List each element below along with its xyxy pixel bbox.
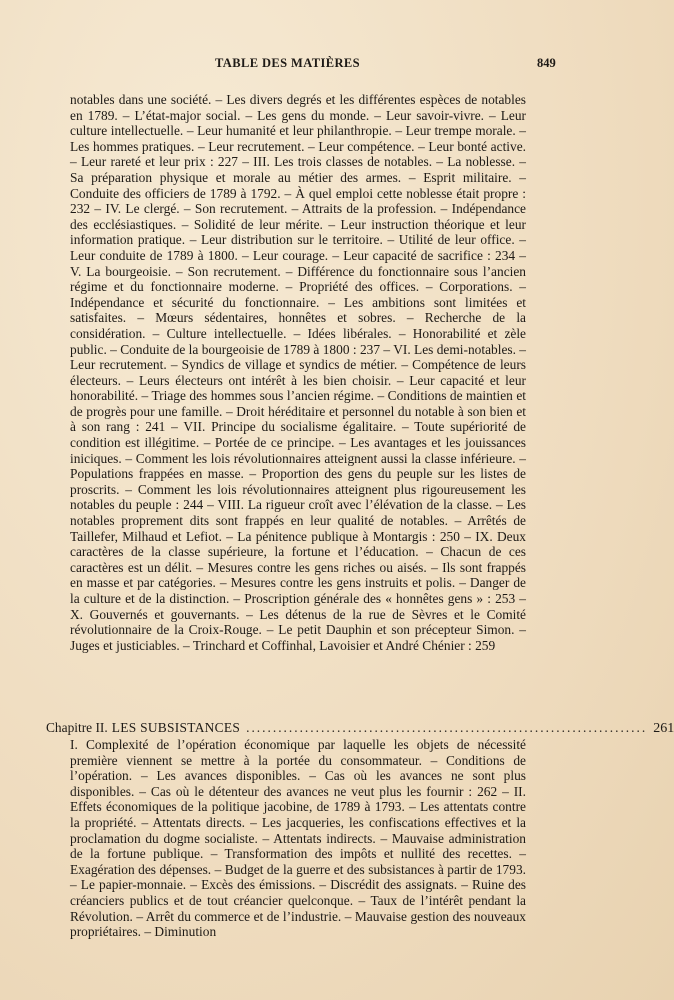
running-head: TABLE DES MATIÈRES bbox=[215, 56, 360, 70]
chapter-label: Chapitre II. bbox=[46, 720, 108, 735]
chapter-heading-line bbox=[46, 720, 674, 737]
chapter-title: LES SUBSISTANCES bbox=[111, 720, 241, 735]
page-number: 849 bbox=[537, 56, 556, 70]
chapter-page-number: 261 bbox=[653, 721, 674, 736]
toc-entry-chapter-ii: I. Complexité de l’opération économique par laquelle les objets de nécessité première viennent se mettre à la portée du consommateur. – Conditions de l’opération. – Les avances disponibles. – Cas où les avances ne sont plus disponibles. – Cas où le détenteur des avances ne veut plus les fournir : 262 – II. Effets économiques de la politique jacobine, de 1789 à 1793. – Les attentats contre la propriété. – Attentats directs. – Les jacqueries, les confiscations effectives et la proclamation du dogme socialiste. – Attentats indirects. – Mauvaise administration de la fortune publique. – Transformation des impôts et nullité des recettes. – Exagération des dépenses. – Budget de la guerre et des subsistances à partir de 1793. – Le papier-monnaie. – Excès des émissions. – Discrédit des assignats. – Ruine des créanciers publics et de tout créancier quelconque. – Taux de l’intérêt pendant la Révolution. – Arrêt du commerce et de l’industrie. – Mauvaise gestion des nouveaux propriétaires. – Diminution bbox=[70, 737, 526, 940]
dot-leader: ........................................................................... bbox=[246, 720, 648, 735]
toc-entry-chapter-i-continued: notables dans une société. – Les divers degrés et les différentes espèces de notables en 1789. – L’état-major social. – Les gens du monde. – Leur savoir-vivre. – Leur culture intellectuelle. – Leur humanité et leur philanthropie. – Leur trempe morale. – Les hommes pratiques. – Leur recrutement. – Leur compétence. – Leur bonté active. – Leur rareté et leur prix : 227 – III. Les trois classes de notables. – La noblesse. – Sa préparation physique et morale au métier des armes. – Esprit militaire. – Conduite des officiers de 1789 à 1792. – À quel emploi cette noblesse était propre : 232 – IV. Le clergé. – Son recrutement. – Attraits de la profession. – Indépendance des ecclésiastiques. – Solidité de leur mérite. – Leur instruction théorique et leur information pratique. – Leur distribution sur le territoire. – Utilité de leur office. – Leur conduite de 1789 à 1800. – Leur courage. – Leur capacité de sacrifice : 234 – V. La bourgeoisie. – Son recrutement. – Différence du fonctionnaire sous l’ancien régime et du fonctionnaire moderne. – Propriété des offices. – Corporations. – Indépendance et sécurité du fonctionnaire. – Les ambitions sont limitées et satisfaites. – Mœurs sédentaires, honnêtes et sobres. – Recherche de la considération. – Culture intellectuelle. – Idées libérales. – Honorabilité et zèle public. – Conduite de la bourgeoisie de 1789 à 1800 : 237 – VI. Les demi-notables. – Leur recrutement. – Syndics de village et syndics de métier. – Compétence de leurs électeurs. – Leurs électeurs ont intérêt à les bien choisir. – Leur capacité et leur honorabilité. – Triage des hommes sous l’ancien régime. – Conditions de maintien et de progrès pour une famille. – Droit héréditaire et personnel du notable à son bien et à son rang : 241 – VII. Principe du socialisme égalitaire. – Toute supériorité de condition est illégitime. – Portée de ce principe. – Les avantages et les jouissances iniciques. – Comment les lois révolutionnaires atteignent aussi la classe inférieure. – Populations frappées en masse. – Proportion des gens du peuple sur les listes de proscrits. – Comment les lois révolutionnaires atteignent plus rigoureusement les notables du peuple : 244 – VIII. La rigueur croît avec l’élévation de la classe. – Les notables proprement dits sont frappés en leur qualité de notables. – Arrêtés de Taillefer, Milhaud et Lefiot. – La pénitence publique à Montargis : 250 – IX. Deux caractères de la classe supérieure, la fortune et l’éducation. – Chacun de ces caractères est un délit. – Mesures contre les gens riches ou aisés. – Ils sont frappés en masse et par catégories. – Mesures contre les gens instruits et polis. – Danger de la culture et de la distinction. – Proscription générale des « honnêtes gens » : 253 – X. Gouvernés et gouvernants. – Les détenus de la rue de Sèvres et le Comité révolutionnaire de la Croix-Rouge. – Le petit Dauphin et son précepteur Simon. – Juges et justiciables. – Trinchard et Coffinhal, Lavoisier et André Chénier : 259 bbox=[70, 92, 526, 653]
